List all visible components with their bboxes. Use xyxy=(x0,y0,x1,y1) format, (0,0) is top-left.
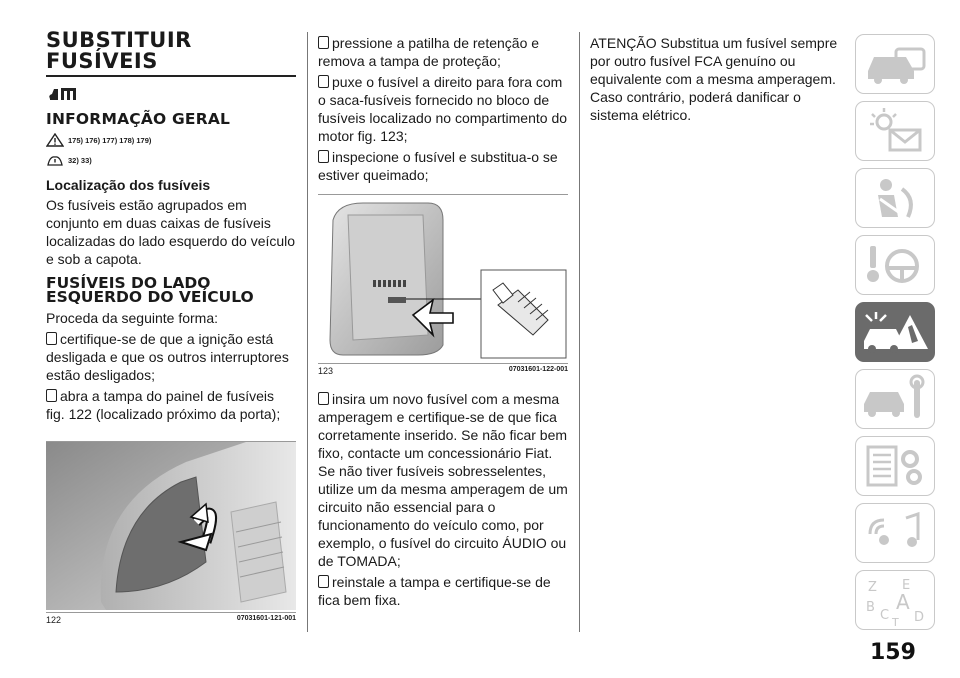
column-divider xyxy=(579,32,580,632)
key-steering-wheel-icon xyxy=(856,236,934,294)
chapter-sidebar xyxy=(855,34,935,637)
car-wrench-icon xyxy=(856,370,934,428)
tab-safety[interactable] xyxy=(855,168,935,228)
step-item xyxy=(318,148,568,184)
tab-warning-lights[interactable] xyxy=(855,101,935,161)
figure-122 xyxy=(46,441,296,613)
tech-data-icon xyxy=(856,437,934,495)
section-general-heading: INFORMAÇÃO GERAL xyxy=(46,110,231,128)
figure-number: 122 xyxy=(46,615,62,625)
caution-hand-icon xyxy=(46,153,64,167)
title-rule xyxy=(46,75,296,77)
step-text: puxe o fusível a direito para fora com o saca-fusíveis fornecido no bloco de fusíveis localizado no compartimento do motor fig. 123; xyxy=(318,74,568,144)
fuse-panel-door-illustration xyxy=(46,442,296,610)
step-text: reinstale a tampa e certifique-se de fica bem fixa. xyxy=(318,574,551,608)
step-text: abra a tampa do painel de fusíveis fig. 122 (localizado próximo da porta); xyxy=(46,388,281,422)
breakdown-warning-icon xyxy=(856,303,934,361)
step-item xyxy=(318,573,568,609)
caution-refs: 32) 33) xyxy=(68,155,92,165)
figure-caption-122 xyxy=(46,615,296,625)
step-text: inspecione o fusível e substitua-o se estiver queimado; xyxy=(318,149,558,183)
index-letter: C xyxy=(880,608,890,623)
tab-index[interactable] xyxy=(855,570,935,630)
tab-starting-driving[interactable] xyxy=(855,235,935,295)
warning-lights-icon xyxy=(856,102,934,160)
subtitle-location: Localização dos fusíveis xyxy=(46,177,211,193)
index-letter: A xyxy=(896,590,910,614)
step-item xyxy=(318,73,568,145)
page-title xyxy=(46,30,296,72)
alphabetical-index-icon xyxy=(856,571,934,629)
section-left-heading: FUSÍVEIS DO LADO ESQUERDO DO VEÍCULO xyxy=(46,274,254,306)
index-letter: Z xyxy=(868,580,877,595)
column-divider xyxy=(307,32,308,632)
warning-refs: 175) 176) 177) 178) 179) xyxy=(68,135,152,145)
step-item xyxy=(46,330,296,384)
tab-multimedia[interactable] xyxy=(855,503,935,563)
checkbox-bullet-icon xyxy=(318,392,329,405)
index-letter: B xyxy=(866,600,875,615)
step-text: insira um novo fusível com a mesma amperagem e certifique-se de que fica corretamente inserido. Se não ficar bem fixo, contacte um concessionário Fiat. Se não tiver fusíveis sobresselentes, utilize um da mesma amperagem de um circuito não essencial para o funcionamento do veículo como, por exemplo, o fusível do circuito ÁUDIO ou de TOMADA; xyxy=(318,391,568,569)
car-dashboard-icon xyxy=(856,35,934,93)
step-text: certifique-se de que a ignição está desligada e que os outros interruptores estão desligados; xyxy=(46,331,289,383)
multimedia-icon xyxy=(856,504,934,562)
fuse-icon xyxy=(46,85,86,103)
column-middle xyxy=(318,34,568,609)
figure-code: 07031601-121-001 xyxy=(236,615,296,622)
checkbox-bullet-icon xyxy=(46,332,57,345)
warning-refs-row xyxy=(46,133,296,147)
checkbox-bullet-icon xyxy=(318,575,329,588)
fuse-box-cover-illustration xyxy=(318,195,568,361)
seat-safety-icon xyxy=(856,169,934,227)
figure-123 xyxy=(318,194,568,364)
step-item xyxy=(318,34,568,70)
title-line-1: SUBSTITUIR xyxy=(46,28,192,52)
checkbox-bullet-icon xyxy=(318,36,329,49)
tab-technical-data[interactable] xyxy=(855,436,935,496)
paragraph-location: Os fusíveis estão agrupados em conjunto em duas caixas de fusíveis localizadas do lado esquerdo do veículo e sob a capota. xyxy=(46,197,296,267)
index-letter: T xyxy=(892,616,899,629)
step-item xyxy=(46,387,296,423)
tab-dashboard[interactable] xyxy=(855,34,935,94)
tab-servicing[interactable] xyxy=(855,369,935,429)
figure-code: 07031601-122-001 xyxy=(508,366,568,373)
checkbox-bullet-icon xyxy=(46,389,57,402)
figure-number: 123 xyxy=(318,366,334,376)
checkbox-bullet-icon xyxy=(318,150,329,163)
title-line-2: FUSÍVEIS xyxy=(46,49,158,73)
index-letter: D xyxy=(914,610,925,625)
step-text: pressione a patilha de retenção e remova a tampa de proteção; xyxy=(318,35,540,69)
column-left xyxy=(46,30,296,625)
tab-emergency[interactable] xyxy=(855,302,935,362)
column-right xyxy=(590,34,842,124)
index-letter: E xyxy=(902,578,911,593)
checkbox-bullet-icon xyxy=(318,75,329,88)
step-item xyxy=(318,390,568,570)
figure-caption-123 xyxy=(318,366,568,376)
page-number: 159 xyxy=(870,640,916,665)
caution-refs-row xyxy=(46,153,296,167)
warning-paragraph: ATENÇÃO Substitua um fusível sempre por outro fusível FCA genuíno ou equivalente com a mesma amperagem. Caso contrário, poderá danificar o sistema elétrico. xyxy=(590,35,838,123)
warning-triangle-icon xyxy=(46,133,64,147)
procedure-intro: Proceda da seguinte forma: xyxy=(46,310,218,326)
